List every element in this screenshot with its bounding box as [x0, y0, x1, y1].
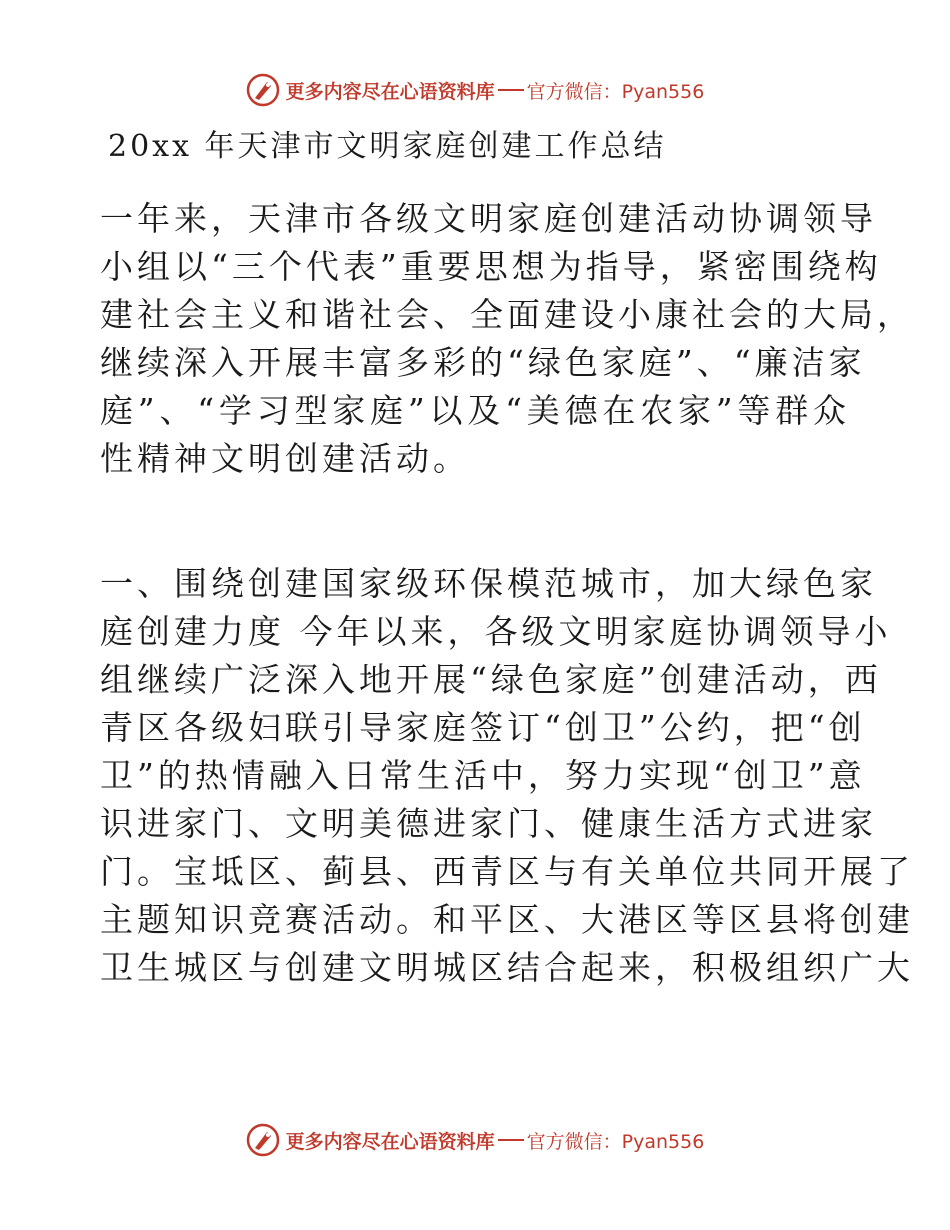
banner-text: 更多内容尽在心语资料库 — [285, 1130, 495, 1153]
paragraph-line: 卫生城区与创建文明城区结合起来，积极组织广大 — [100, 948, 914, 987]
pen-nib-logo-icon — [246, 1123, 280, 1157]
paragraph-line: 庭”、“学习型家庭”以及“美德在农家”等群众 — [100, 391, 850, 430]
banner-separator — [498, 89, 524, 91]
paragraph-line: 青区各级妇联引导家庭签订“创卫”公约，把“创 — [100, 708, 866, 747]
header-banner — [0, 70, 950, 110]
paragraph-line: 继续深入开展丰富多彩的“绿色家庭”、“廉洁家 — [100, 343, 866, 382]
paragraph-line: 性精神文明创建活动。 — [100, 439, 470, 478]
paragraph-line: 主题知识竞赛活动。和平区、大港区等区县将创建 — [100, 900, 914, 939]
banner-wechat: 官方微信：Pyan556 — [526, 80, 705, 103]
paragraph-1 — [100, 195, 914, 483]
banner-text: 更多内容尽在心语资料库 — [285, 80, 495, 103]
paragraph-line: 庭创建力度 今年以来，各级文明家庭协调领导小 — [100, 612, 892, 651]
footer-banner — [0, 1120, 950, 1160]
banner-separator — [498, 1139, 524, 1141]
paragraph-line: 一、围绕创建国家级环保模范城市，加大绿色家 — [100, 564, 877, 603]
paragraph-line: 一年来，天津市各级文明家庭创建活动协调领导 — [100, 199, 877, 238]
paragraph-line: 识进家门、文明美德进家门、健康生活方式进家 — [100, 804, 877, 843]
paragraph-2 — [100, 560, 914, 992]
paragraph-line: 卫”的热情融入日常生活中，努力实现“创卫”意 — [100, 756, 866, 795]
pen-nib-logo-icon — [246, 73, 280, 107]
paragraph-line: 门。宝坻区、蓟县、西青区与有关单位共同开展了 — [100, 852, 914, 891]
paragraph-line: 组继续广泛深入地开展“绿色家庭”创建活动，西 — [100, 660, 882, 699]
document-title: 20xx 年天津市文明家庭创建工作总结 — [108, 129, 667, 164]
paragraph-line: 小组以“三个代表”重要思想为指导，紧密围绕构 — [100, 247, 882, 286]
banner-wechat: 官方微信：Pyan556 — [526, 1130, 705, 1153]
paragraph-line: 建社会主义和谐社会、全面建设小康社会的大局， — [100, 295, 914, 334]
